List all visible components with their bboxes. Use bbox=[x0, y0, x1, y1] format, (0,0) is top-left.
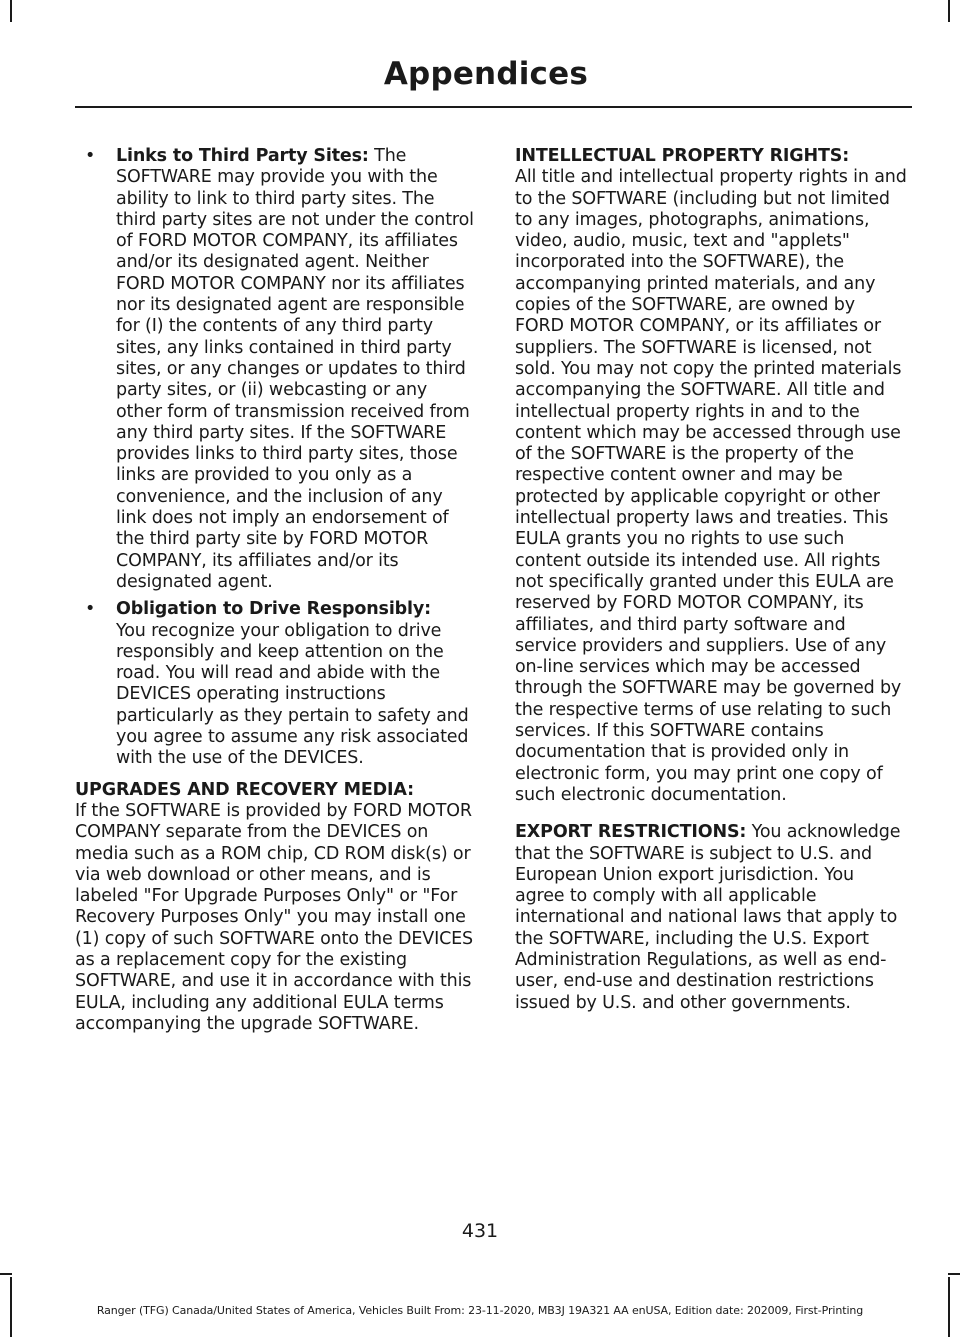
section-upgrades bbox=[75, 780, 475, 1036]
bullet-icon: • bbox=[85, 146, 96, 166]
crop-mark-top-left bbox=[10, 0, 12, 22]
crop-mark-bottom-right-h bbox=[948, 1273, 960, 1275]
bullet-icon: • bbox=[85, 599, 96, 620]
header-rule bbox=[75, 106, 912, 108]
crop-mark-top-right bbox=[948, 0, 950, 22]
section-heading: EXPORT RESTRICTIONS: bbox=[515, 822, 747, 843]
crop-mark-bottom-left-h bbox=[0, 1273, 12, 1275]
footer-text: Ranger (TFG) Canada/United States of America, Vehicles Built From: 23-11-2020, MB3J 19A321 AA enUSA, Edition date: 202009, First-Printing bbox=[96, 1304, 864, 1317]
bullet-body: You recognize your obligation to drive responsibly and keep attention on the road. You will read and abide with the DEVICES operating instructions particularly as they pertain to safety and you agree to assume any risk associated with the use of the DEVICES. bbox=[116, 620, 469, 769]
section-body: If the SOFTWARE is provided by FORD MOTOR COMPANY separate from the DEVICES on media such as a ROM chip, CD ROM disk(s) or via web download or other means, and is labeled "For Upgrade Purposes Only" or "For Recovery Purposes Only" you may install one (1) copy of such SOFTWARE onto the DEVICES as a replacement copy for the existing SOFTWARE, and use it in accordance with this EULA, including any additional EULA terms accompanying the upgrade SOFTWARE. bbox=[75, 800, 474, 1034]
section-body: You acknowledge that the SOFTWARE is subject to U.S. and European Union export jurisdiction. You agree to comply with all applicable international and national laws that apply to the SOFTWARE, including the U.S. Export Administration Regulations, as well as end-user, end-use and destination restrictions issued by U.S. and other governments. bbox=[515, 822, 901, 1013]
section-export-restrictions bbox=[515, 822, 907, 1014]
section-heading: INTELLECTUAL PROPERTY RIGHTS: bbox=[515, 146, 850, 166]
right-column bbox=[515, 146, 907, 1030]
section-heading: UPGRADES AND RECOVERY MEDIA: bbox=[75, 779, 414, 800]
left-column bbox=[75, 146, 475, 1051]
bullet-heading: Obligation to Drive Responsibly: bbox=[116, 599, 431, 620]
page-number: 431 bbox=[461, 1220, 499, 1242]
bullet-heading: Links to Third Party Sites: bbox=[116, 146, 369, 166]
page-title: Appendices bbox=[383, 56, 588, 92]
bullet-third-party-sites bbox=[75, 146, 475, 593]
bullet-body: The SOFTWARE may provide you with the ability to link to third party sites. The third party sites are not under the control of FORD MOTOR COMPANY, its affiliates and/or its designated agent. Neither FORD MOTOR COMPANY nor its affiliates nor its designated agent are responsible for (I) the contents of any third party sites, any links contained in third party sites, or any changes or updates to third party sites, or (ii) webcasting or any other form of transmission received from any third party sites. If the SOFTWARE provides links to third party sites, those links are provided to you only as a convenience, and the inclusion of any link does not imply an endorsement of the third party site by FORD MOTOR COMPANY, its affiliates and/or its designated agent. bbox=[116, 146, 474, 592]
bullet-drive-responsibly bbox=[75, 599, 475, 769]
section-body: All title and intellectual property rights in and to the SOFTWARE (including but not limited to any images, photographs, animations, video, audio, music, text and "applets" incorporated into the SOFTWARE), the accompanying printed materials, and any copies of the SOFTWARE, are owned by FORD MOTOR COMPANY, or its affiliates or suppliers. The SOFTWARE is licensed, not sold. You may not copy the printed materials accompanying the SOFTWARE. All title and intellectual property rights in and to the content which may be accessed through use of the SOFTWARE is the property of the respective content owner and may be protected by applicable copyright or other intellectual property laws and treaties. This EULA grants you no rights to use such content outside its intended use. All rights not specifically granted under this EULA are reserved by FORD MOTOR COMPANY, its affiliates, and third party software and service providers and suppliers. Use of any on-line services which may be accessed through the SOFTWARE may be governed by the respective terms of use relating to such services. If this SOFTWARE contains documentation that is provided only in electronic form, you may print one copy of such electronic documentation. bbox=[515, 167, 907, 805]
section-intellectual-property bbox=[515, 146, 907, 806]
